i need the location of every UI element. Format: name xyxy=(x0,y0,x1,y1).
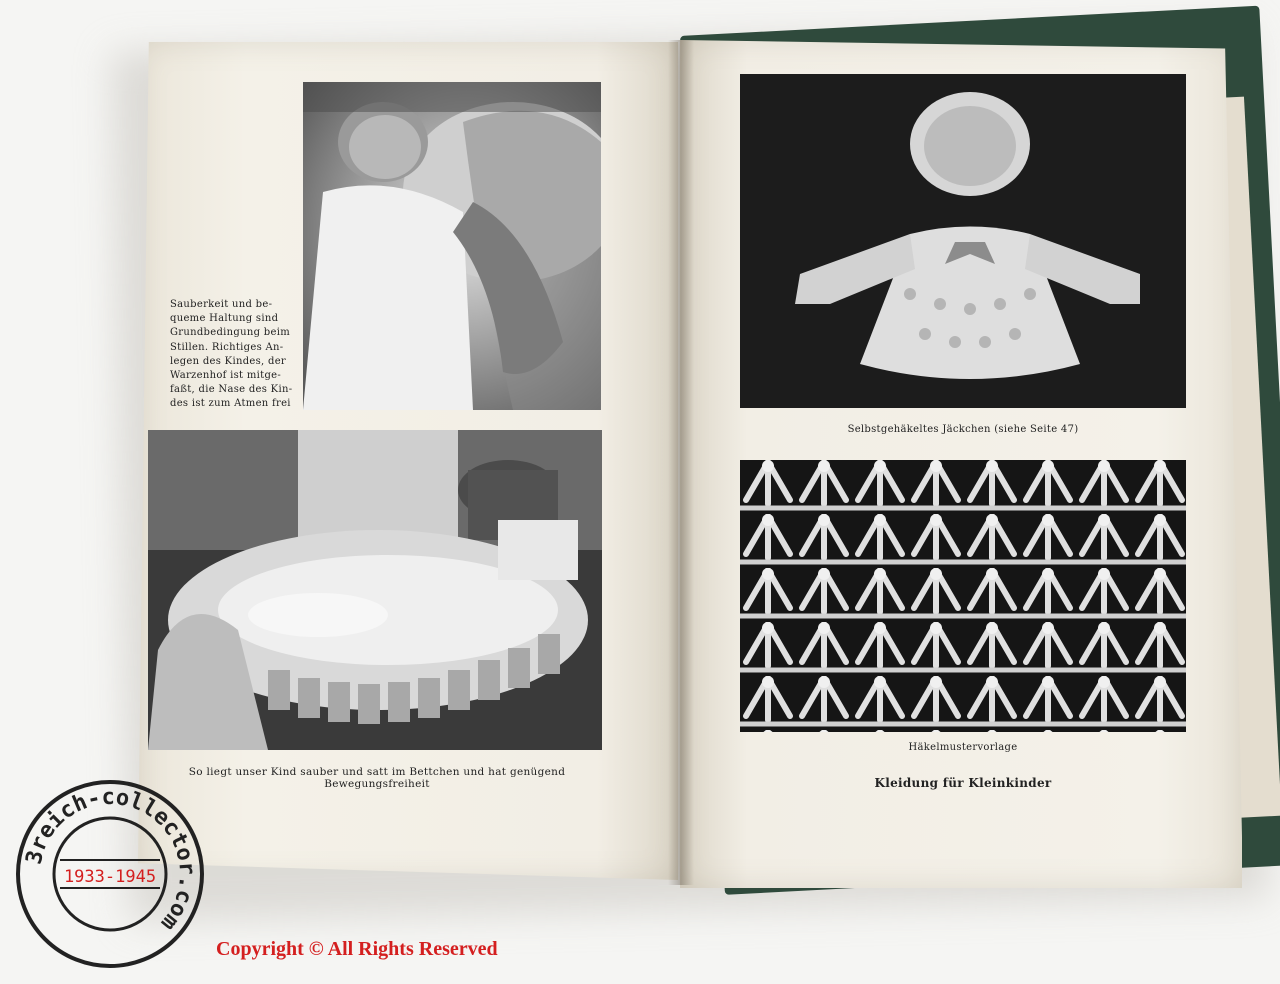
caption-line: faßt, die Nase des Kin- xyxy=(170,384,293,396)
caption-bassinet: So liegt unser Kind sauber und satt im Bettchen und hat genügend Bewegungsfreiheit xyxy=(188,766,566,790)
photo-crocheted-jacket xyxy=(740,74,1186,408)
caption-line: des ist zum Atmen frei xyxy=(170,398,291,410)
caption-line: Warzenhof ist mitge- xyxy=(170,370,282,382)
caption-pattern: Häkelmustervorlage xyxy=(908,742,1018,753)
book-gutter xyxy=(668,40,694,885)
photo-breastfeeding xyxy=(303,82,601,410)
stamp-ring-text: 3reich-collector.com xyxy=(21,784,200,936)
caption-line: queme Haltung sind xyxy=(170,313,279,325)
caption-breastfeeding xyxy=(170,298,298,412)
caption-jacket: Selbstgehäkeltes Jäckchen (siehe Seite 47) xyxy=(847,424,1079,435)
photo-crochet-pattern xyxy=(740,460,1186,732)
photo-bassinet xyxy=(148,430,602,750)
caption-line: Sauberkeit und be- xyxy=(170,299,273,310)
caption-line: legen des Kindes, der xyxy=(170,355,287,367)
page-heading: Kleidung für Kleinkinder xyxy=(874,776,1052,790)
stamp-years: 1933-1945 xyxy=(63,867,157,887)
watermark-stamp xyxy=(12,776,208,972)
caption-line: Grundbedingung beim xyxy=(170,327,290,339)
copyright-notice: Copyright © All Rights Reserved xyxy=(216,938,498,960)
caption-line: Stillen. Richtiges An- xyxy=(170,341,284,353)
